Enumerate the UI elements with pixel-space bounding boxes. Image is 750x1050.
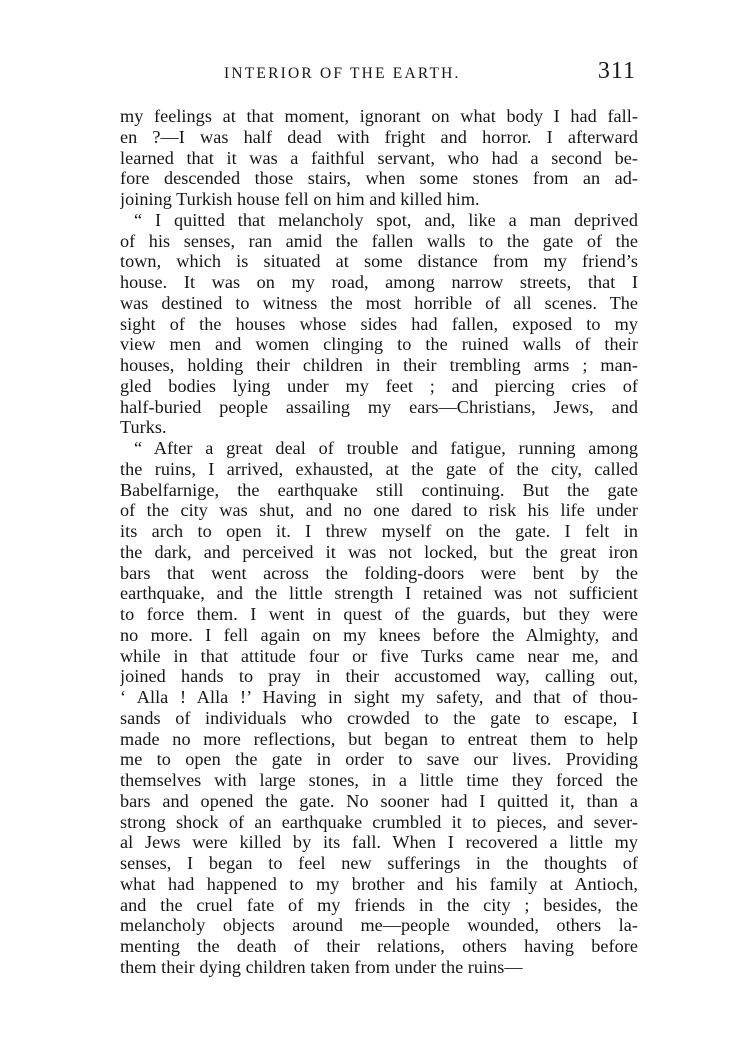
text-line: its arch to open it. I threw myself on the gate. I felt in: [120, 521, 638, 541]
page-header: [120, 58, 638, 90]
text-line: joining Turkish house fell on him and killed him.: [120, 189, 480, 209]
text-line: made no more reflections, but began to entreat them to help: [120, 728, 638, 749]
text-line: sands of individuals who crowded to the gate to escape, I: [120, 707, 638, 728]
text-line: menting the death of their relations, others having before: [120, 936, 638, 956]
text-line: strong shock of an earthquake crumbled it to pieces, and sever-: [120, 811, 638, 832]
text-line: half-buried people assailing my ears—Christians, Jews, and: [120, 396, 638, 417]
text-line: fore descended those stairs, when some stones from an ad-: [120, 168, 638, 189]
text-line: was destined to witness the most horrible of all scenes. The: [120, 292, 638, 313]
text-line: themselves with large stones, in a little time they forced the: [120, 770, 638, 790]
text-line: the dark, and perceived it was not locked, but the great iron: [120, 541, 638, 562]
text-line: al Jews were killed by its fall. When I recovered a little my: [120, 832, 638, 853]
text-line: while in that attitude four or five Turks came near me, and: [120, 645, 638, 666]
body-text: [120, 106, 638, 978]
text-line: my feelings at that moment, ignorant on what body I had fall-: [120, 106, 638, 126]
text-line: ‘ Alla ! Alla !’ Having in sight my safety, and that of thou-: [120, 687, 638, 707]
text-line: “ I quitted that melancholy spot, and, like a man deprived: [134, 209, 638, 230]
paragraph: [120, 210, 638, 438]
text-line: of his senses, ran amid the fallen walls to the gate of the: [120, 230, 638, 251]
text-line: Turks.: [120, 417, 167, 438]
text-line: bars and opened the gate. No sooner had I quitted it, than a: [120, 790, 638, 811]
running-head: INTERIOR OF THE EARTH.: [224, 65, 461, 82]
text-line: Babelfarnige, the earthquake still continuing. But the gate: [120, 479, 638, 500]
text-line: and the cruel fate of my friends in the city ; besides, the: [120, 894, 638, 915]
text-line: “ After a great deal of trouble and fatigue, running among: [134, 438, 638, 458]
text-line: senses, I began to feel new sufferings in the thoughts of: [120, 853, 638, 873]
text-line: town, which is situated at some distance from my friend’s: [120, 251, 638, 272]
text-line: view men and women clinging to the ruined walls of their: [120, 334, 638, 355]
text-line: joined hands to pray in their accustomed way, calling out,: [120, 666, 638, 687]
text-line: house. It was on my road, among narrow streets, that I: [120, 272, 638, 292]
text-line: what had happened to my brother and his family at Antioch,: [120, 873, 638, 894]
text-line: melancholy objects around me—people wounded, others la-: [120, 915, 638, 936]
paragraph: [120, 438, 638, 978]
text-line: no more. I fell again on my knees before the Almighty, and: [120, 624, 638, 645]
text-line: the ruins, I arrived, exhausted, at the gate of the city, called: [120, 458, 638, 479]
text-line: houses, holding their children in their trembling arms ; man-: [120, 355, 638, 375]
page-number: 311: [597, 58, 636, 84]
text-line: sight of the houses whose sides had fallen, exposed to my: [120, 313, 638, 334]
text-line: bars that went across the folding-doors were bent by the: [120, 562, 638, 583]
text-line: learned that it was a faithful servant, who had a second be-: [120, 147, 638, 168]
text-line: en ?—I was half dead with fright and horror. I afterward: [120, 126, 638, 147]
text-line: earthquake, and the little strength I retained was not sufficient: [120, 583, 638, 604]
text-line: of the city was shut, and no one dared to risk his life under: [120, 500, 638, 521]
paragraph: [120, 106, 638, 210]
text-line: to force them. I went in quest of the guards, but they were: [120, 604, 638, 624]
text-line: them their dying children taken from under the ruins—: [120, 956, 523, 977]
text-line: gled bodies lying under my feet ; and piercing cries of: [120, 375, 638, 396]
text-line: me to open the gate in order to save our lives. Providing: [120, 749, 638, 770]
